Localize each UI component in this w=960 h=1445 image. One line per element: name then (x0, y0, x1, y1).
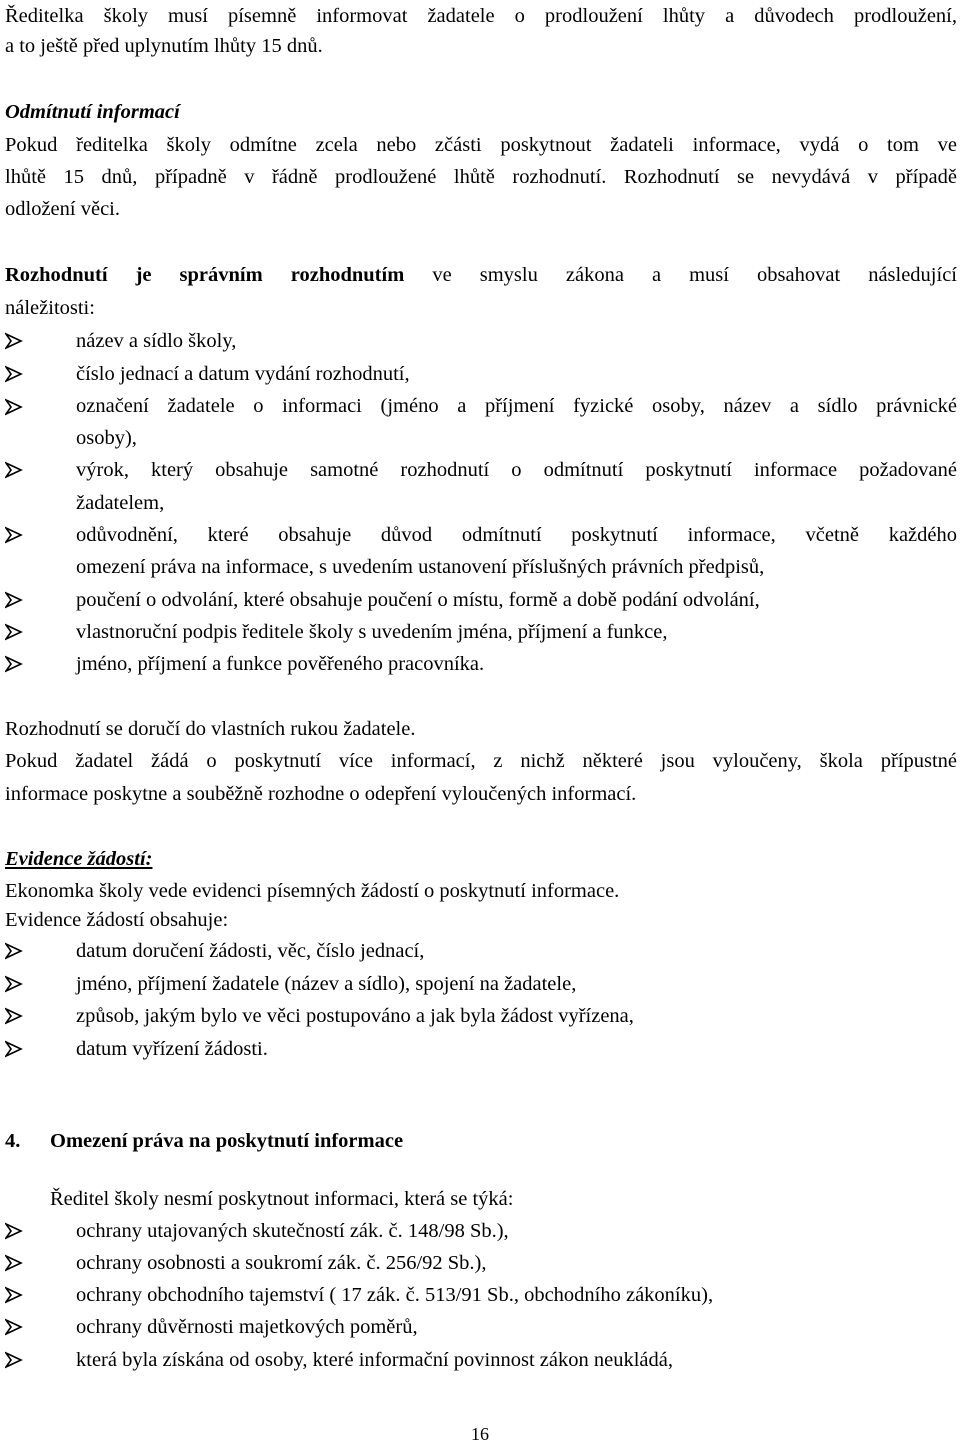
arrow-bullet-icon (5, 1286, 23, 1306)
section-title: Omezení práva na poskytnutí informace (50, 1130, 404, 1152)
intro-line-1: Ředitelka školy musí písemně informovat žadatele o prodloužení lhůty a důvodech prodloužení, (5, 5, 957, 27)
evidence-heading: Evidence žádostí: (5, 848, 153, 870)
decision-item-text: poučení o odvolání, které obsahuje poučení o místu, formě a době podání odvolání, (76, 589, 760, 611)
arrow-bullet-icon (5, 1222, 23, 1242)
partial-line-2: informace poskytne a souběžně rozhodne o odepření vyloučených informací. (5, 783, 637, 805)
section-number: 4. (5, 1130, 21, 1152)
restriction-item-text: která byla získána od osoby, které informační povinnost zákon neukládá, (76, 1349, 673, 1371)
evidence-item-text: datum doručení žádosti, věc, číslo jednací, (76, 940, 425, 962)
refusal-line-2: lhůtě 15 dnů, případně v řádně prodloužené lhůtě rozhodnutí. Rozhodnutí se nevydává v případě (5, 166, 957, 188)
decision-item-text-cont: omezení práva na informace, s uvedením ustanovení příslušných právních předpisů, (76, 556, 765, 578)
refusal-line-3: odložení věci. (5, 198, 120, 220)
evidence-item-text: datum vyřízení žádosti. (76, 1038, 268, 1060)
arrow-bullet-icon (5, 365, 23, 385)
intro-line-2: a to ještě před uplynutím lhůty 15 dnů. (5, 35, 323, 57)
decision-line-1-rest: ve smyslu zákona a musí obsahovat následující (404, 264, 957, 286)
arrow-bullet-icon (5, 591, 23, 611)
restriction-item-text: ochrany osobnosti a soukromí zák. č. 256/92 Sb.), (76, 1252, 487, 1274)
arrow-bullet-icon (5, 655, 23, 675)
decision-item-text: jméno, příjmení a funkce pověřeného pracovníka. (76, 653, 485, 675)
arrow-bullet-icon (5, 1318, 23, 1338)
decision-line-2: náležitosti: (5, 297, 95, 319)
restriction-item-text: ochrany utajovaných skutečností zák. č. 148/98 Sb.), (76, 1220, 509, 1242)
evidence-line-2: Evidence žádostí obsahuje: (5, 909, 229, 931)
restriction-item-text: ochrany důvěrnosti majetkových poměrů, (76, 1316, 418, 1338)
restriction-item-text: ochrany obchodního tajemství ( 17 zák. č. 513/91 Sb., obchodního zákoníku), (76, 1284, 714, 1306)
evidence-line-1: Ekonomka školy vede evidenci písemných žádostí o poskytnutí informace. (5, 880, 620, 902)
decision-item-text: označení žadatele o informaci (jméno a příjmení fyzické osoby, název a sídlo právnické (76, 395, 957, 417)
decision-item-text: číslo jednací a datum vydání rozhodnutí, (76, 363, 410, 385)
arrow-bullet-icon (5, 398, 23, 418)
arrow-bullet-icon (5, 1254, 23, 1274)
arrow-bullet-icon (5, 332, 23, 352)
arrow-bullet-icon (5, 942, 23, 962)
section-intro: Ředitel školy nesmí poskytnout informaci, která se týká: (50, 1188, 514, 1210)
decision-item-text-cont: žadatelem, (76, 492, 165, 514)
partial-line-1: Pokud žadatel žádá o poskytnutí více informací, z nichž některé jsou vyloučeny, škola přípustné (5, 750, 957, 772)
arrow-bullet-icon (5, 975, 23, 995)
evidence-item-text: jméno, příjmení žadatele (název a sídlo), spojení na žadatele, (76, 973, 577, 995)
evidence-item-text: způsob, jakým bylo ve věci postupováno a jak byla žádost vyřízena, (76, 1005, 634, 1027)
decision-line-1 (5, 262, 957, 288)
arrow-bullet-icon (5, 623, 23, 643)
decision-item-text: odůvodnění, které obsahuje důvod odmítnutí poskytnutí informace, včetně každého (76, 524, 957, 546)
refusal-heading: Odmítnutí informací (5, 101, 180, 123)
decision-item-text-cont: osoby), (76, 427, 137, 449)
decision-bold-lead: Rozhodnutí je správním rozhodnutím (5, 264, 405, 286)
decision-item-text: název a sídlo školy, (76, 330, 237, 352)
arrow-bullet-icon (5, 526, 23, 546)
decision-item-text: vlastnoruční podpis ředitele školy s uvedením jména, příjmení a funkce, (76, 621, 668, 643)
arrow-bullet-icon (5, 461, 23, 481)
refusal-line-1: Pokud ředitelka školy odmítne zcela nebo zčásti poskytnout žadateli informace, vydá o tom ve (5, 134, 957, 156)
page-number: 16 (471, 1424, 489, 1444)
arrow-bullet-icon (5, 1040, 23, 1060)
delivery-text: Rozhodnutí se doručí do vlastních rukou žadatele. (5, 718, 416, 740)
arrow-bullet-icon (5, 1351, 23, 1371)
arrow-bullet-icon (5, 1007, 23, 1027)
decision-item-text: výrok, který obsahuje samotné rozhodnutí o odmítnutí poskytnutí informace požadované (76, 459, 957, 481)
